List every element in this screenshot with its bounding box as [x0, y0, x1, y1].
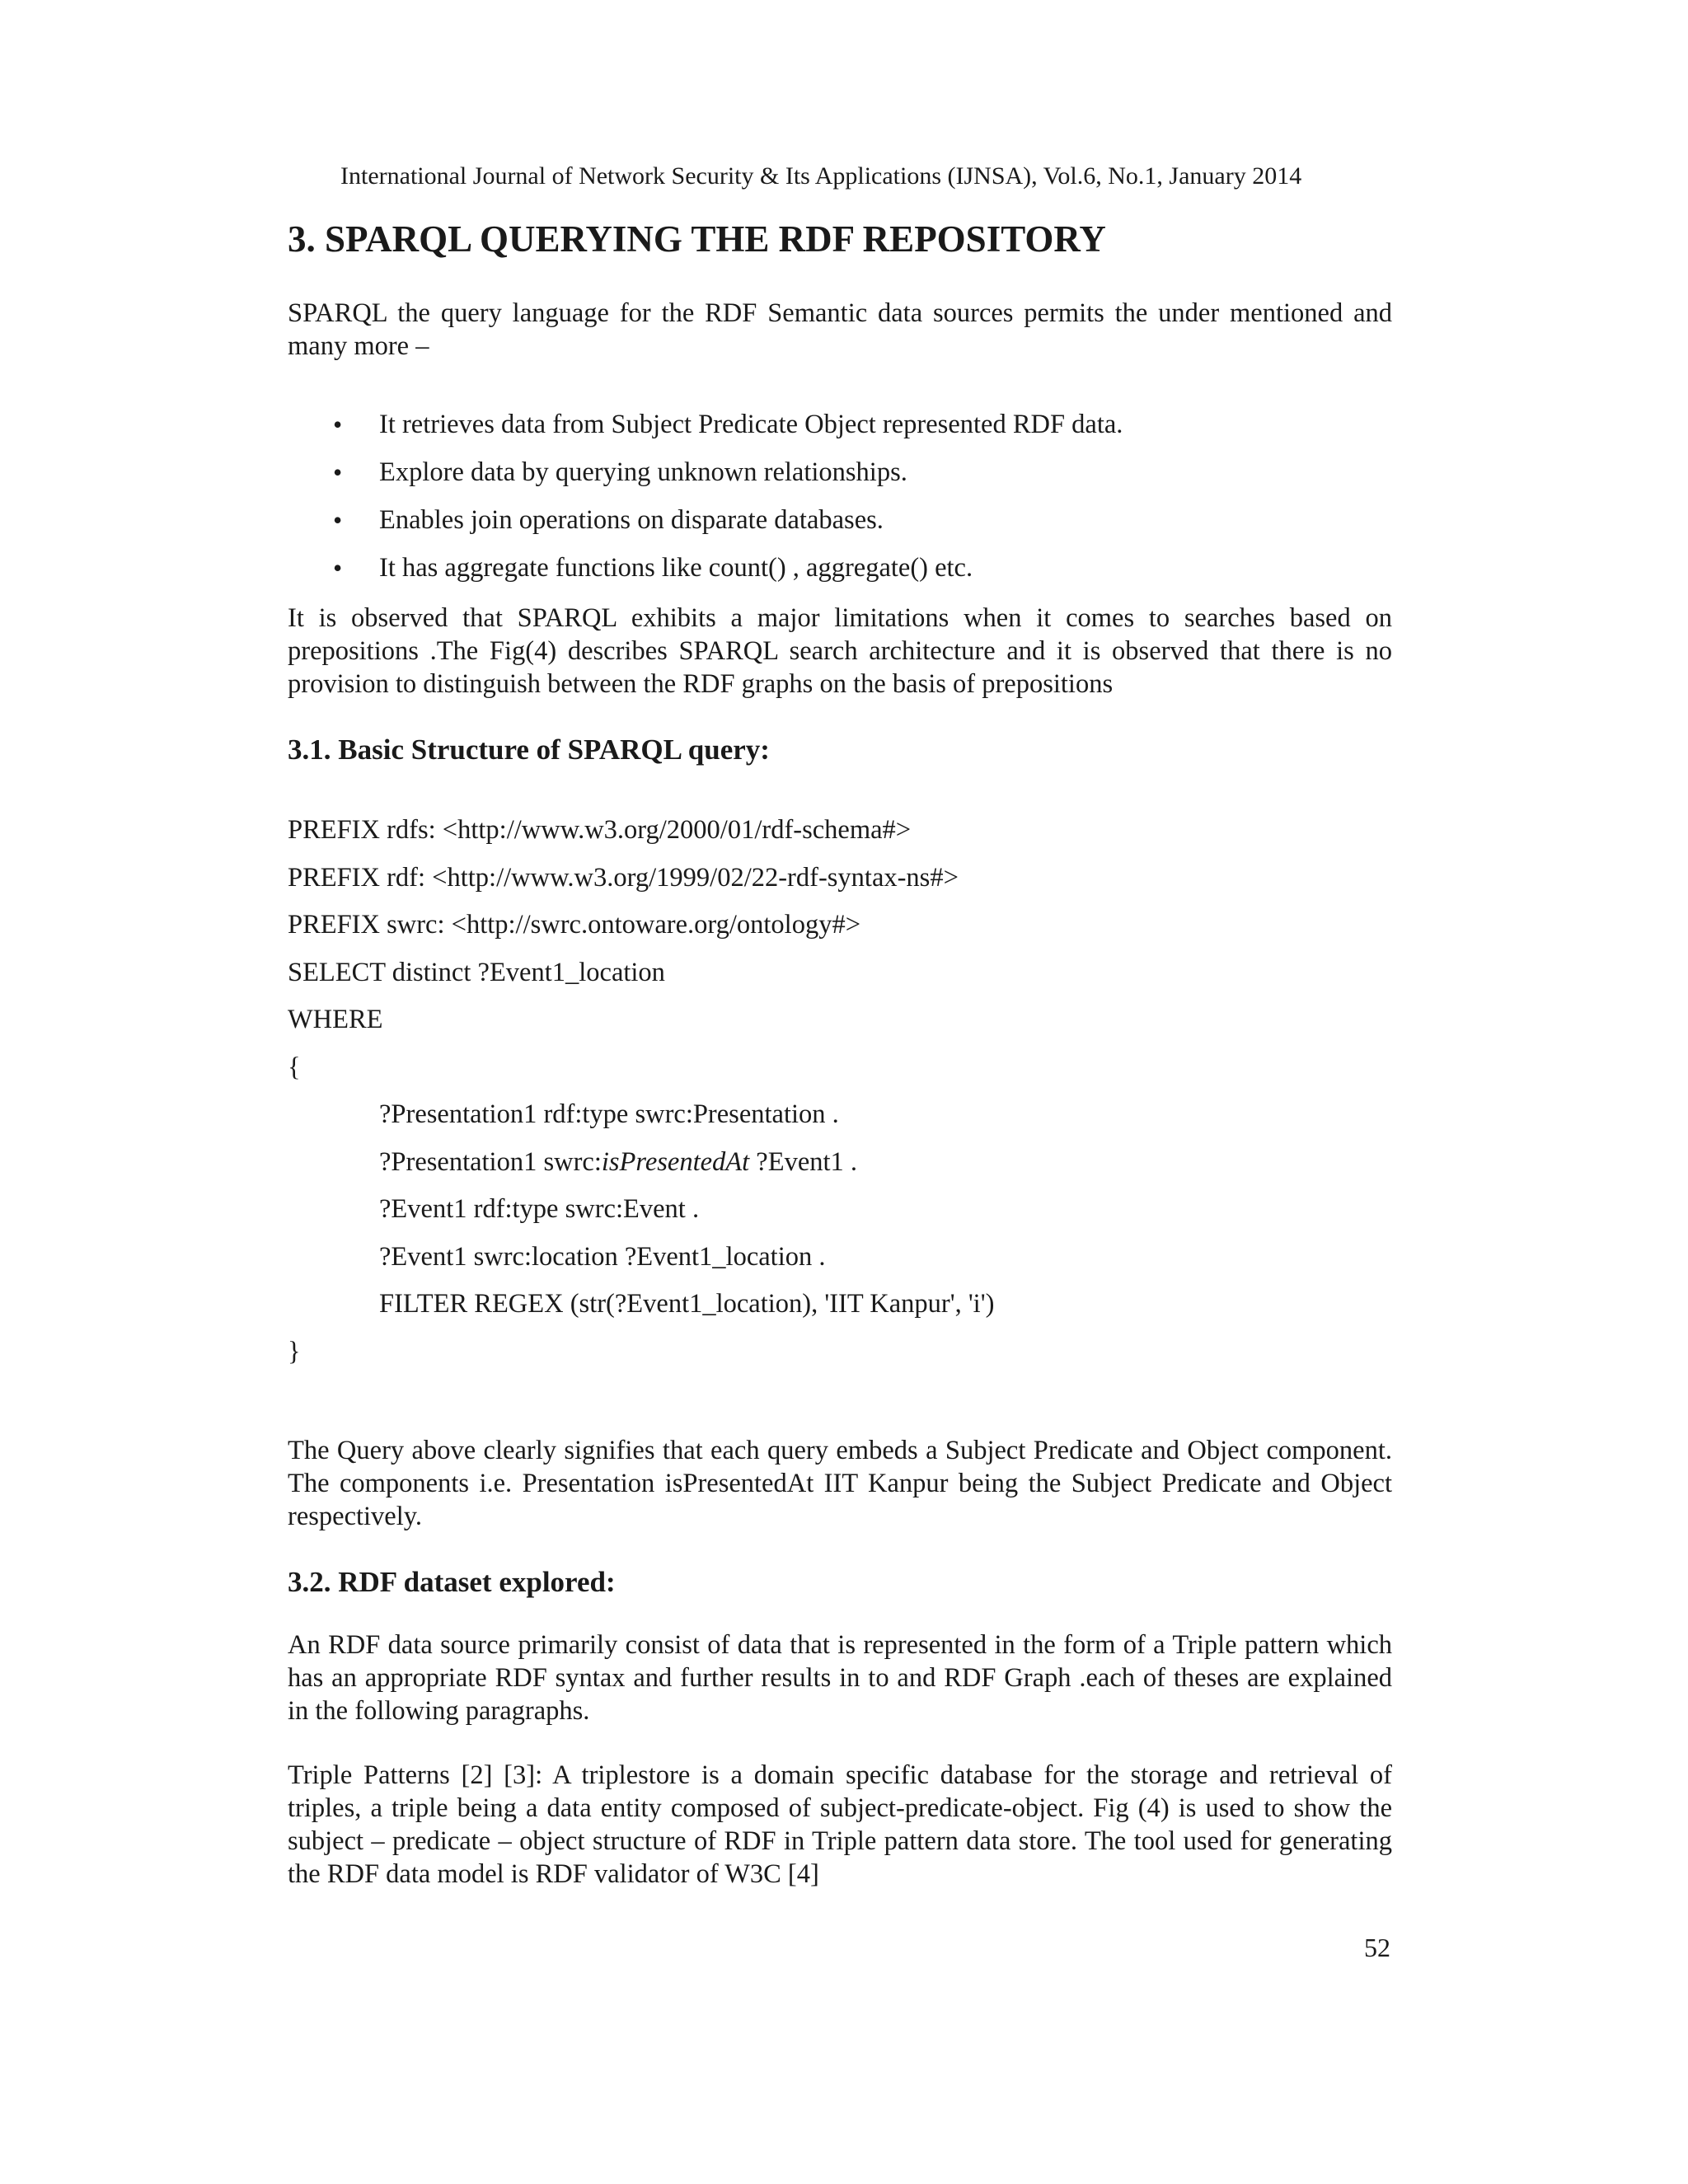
bullet-dot-icon: • [333, 457, 343, 487]
sparql-query-block [288, 813, 1392, 1382]
bullet-item [288, 456, 1392, 504]
feature-bullet-list [288, 408, 1392, 599]
bullet-dot-icon: • [333, 410, 343, 439]
bullet-text: Explore data by querying unknown relationships. [379, 457, 907, 487]
section-intro-paragraph: SPARQL the query language for the RDF Semantic data sources permits the under mentioned and many more – [288, 298, 1392, 361]
bullet-dot-icon: • [333, 553, 343, 583]
query-prefix-rdf: PREFIX rdf: <http://www.w3.org/1999/02/22-rdf-syntax-ns#> [288, 862, 959, 893]
subsection-title-basic-structure: 3.1. Basic Structure of SPARQL query: [288, 733, 770, 766]
query-triple-2-post: ?Event1 . [749, 1146, 858, 1177]
query-close-brace: } [288, 1336, 301, 1366]
query-explanation-paragraph: The Query above clearly signifies that each query embeds a Subject Predicate and Object component. The components i.e. Presentation isPresentedAt IIT Kanpur being the Subject Predicate and Object respectively. [288, 1436, 1392, 1531]
rdf-dataset-paragraph: An RDF data source primarily consist of data that is represented in the form of a Triple pattern which has an appropriate RDF syntax and further results in to and RDF Graph .each of theses are explained in the following paragraphs. [288, 1630, 1392, 1726]
query-prefix-swrc: PREFIX swrc: <http://swrc.ontoware.org/ontology#> [288, 910, 861, 940]
running-header: International Journal of Network Security & Its Applications (IJNSA), Vol.6, No.1, January 2014 [340, 162, 1302, 190]
query-triple-2-predicate: isPresentedAt [601, 1146, 750, 1177]
query-open-brace: { [288, 1052, 301, 1082]
query-filter: FILTER REGEX (str(?Event1_location), 'IIT Kanpur', 'i') [379, 1289, 995, 1319]
triple-patterns-paragraph: Triple Patterns [2] [3]: A triplestore is a domain specific database for the storage and retrieval of triples, a triple being a data entity composed of subject-predicate-object. Fig (4) is used to show the subject – predicate – object structure of RDF in Triple pattern data store. The tool used for generating the RDF data model is RDF validator of W3C [4] [288, 1760, 1392, 1889]
bullet-item [288, 551, 1392, 599]
query-triple-1: ?Presentation1 rdf:type swrc:Presentation . [379, 1099, 839, 1129]
query-triple-2-pre: ?Presentation1 swrc: [379, 1146, 602, 1177]
query-select: SELECT distinct ?Event1_location [288, 957, 665, 987]
bullet-text: It retrieves data from Subject Predicate Object represented RDF data. [379, 410, 1123, 439]
query-prefix-rdfs: PREFIX rdfs: <http://www.w3.org/2000/01/rdf-schema#> [288, 815, 912, 845]
query-triple-4: ?Event1 swrc:location ?Event1_location . [379, 1241, 826, 1272]
page-number: 52 [1364, 1933, 1390, 1962]
bullet-text: Enables join operations on disparate databases. [379, 505, 884, 535]
bullet-text: It has aggregate functions like count() , aggregate() etc. [379, 553, 973, 583]
bullet-item [288, 504, 1392, 551]
query-triple-3: ?Event1 rdf:type swrc:Event . [379, 1194, 700, 1224]
query-triple-2 [288, 1146, 1392, 1193]
subsection-title-rdf-dataset: 3.2. RDF dataset explored: [288, 1566, 616, 1598]
bullet-dot-icon: • [333, 505, 343, 535]
observation-paragraph: It is observed that SPARQL exhibits a major limitations when it comes to searches based on prepositions .The Fig(4) describes SPARQL search architecture and it is observed that there is no provision to distinguish between the RDF graphs on the basis of prepositions [288, 603, 1392, 699]
query-where: WHERE [288, 1005, 383, 1034]
bullet-item [288, 408, 1392, 456]
section-title: 3. SPARQL QUERYING THE RDF REPOSITORY [288, 218, 1106, 260]
